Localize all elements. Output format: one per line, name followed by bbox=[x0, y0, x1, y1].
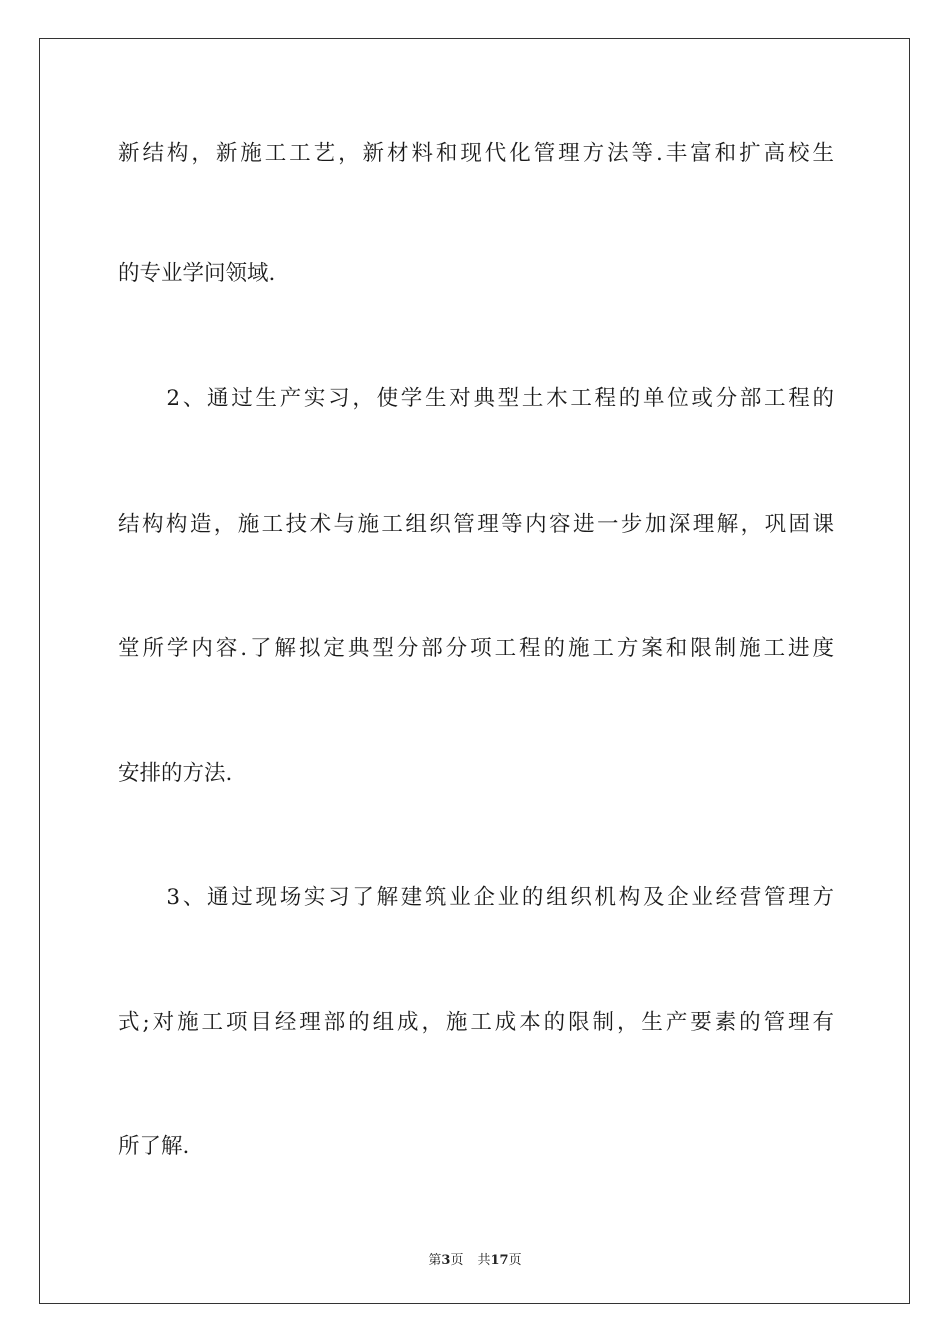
body-text-line: 结构构造，施工技术与施工组织管理等内容进一步加深理解，巩固课 bbox=[118, 512, 834, 537]
body-text-line: 2、通过生产实习，使学生对典型土木工程的单位或分部工程的 bbox=[118, 386, 834, 411]
footer-page-suffix: 页 bbox=[450, 1253, 464, 1268]
footer-total-suffix: 页 bbox=[508, 1253, 522, 1268]
footer-prefix: 第 bbox=[428, 1253, 442, 1268]
body-text-line: 所了解. bbox=[118, 1134, 190, 1159]
page-border bbox=[39, 38, 910, 1304]
current-page-number: 3 bbox=[441, 1253, 451, 1268]
body-text-line: 新结构，新施工工艺，新材料和现代化管理方法等.丰富和扩高校生 bbox=[118, 141, 834, 166]
body-text-line: 式;对施工项目经理部的组成，施工成本的限制，生产要素的管理有 bbox=[118, 1010, 834, 1035]
body-text-line: 的专业学问领域. bbox=[118, 261, 276, 286]
body-text-line: 安排的方法. bbox=[118, 761, 233, 786]
total-pages-number: 17 bbox=[490, 1253, 509, 1268]
page-number-footer bbox=[0, 1249, 950, 1268]
footer-total-prefix: 共 bbox=[477, 1253, 491, 1268]
body-text-line: 堂所学内容.了解拟定典型分部分项工程的施工方案和限制施工进度 bbox=[118, 636, 834, 661]
body-text-line: 3、通过现场实习了解建筑业企业的组织机构及企业经营管理方 bbox=[118, 885, 834, 910]
